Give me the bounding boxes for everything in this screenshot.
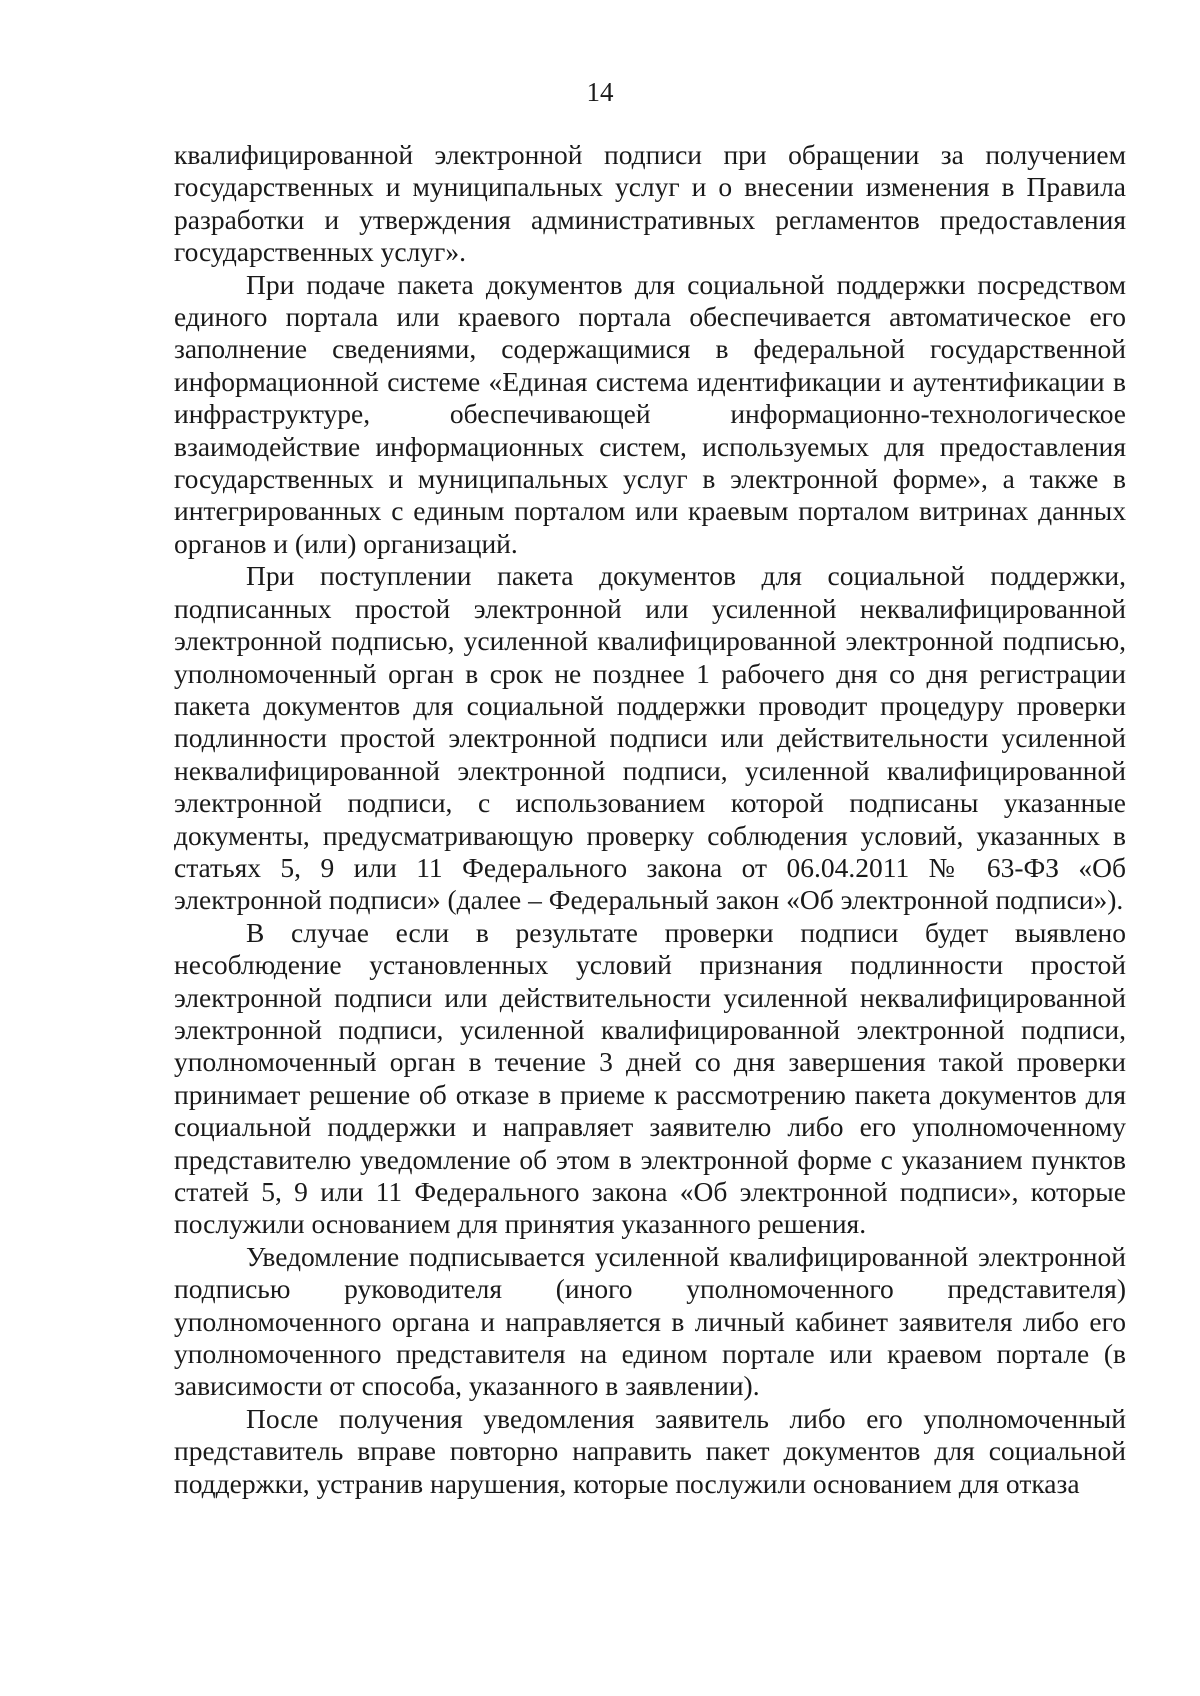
- document-body: [174, 139, 1126, 1500]
- paragraph-notification: Уведомление подписывается усиленной квалифицированной электронной подписью руководителя (иного уполномоченного представителя) уполномоченного органа и направляется в личный кабинет заявителя либо его уполномоченного представителя на едином портале или краевом портале (в зависимости от способа, указанного в заявлении).: [174, 1240, 1126, 1402]
- paragraph-signature-failure: В случае если в результате проверки подписи будет выявлено несоблюдение установленных условий признания подлинности простой электронной подписи или действительности усиленной неквалифицированной электронной подписи, усиленной квалифицированной электронной подписи, уполномоченный орган в течение 3 дней со дня завершения такой проверки принимает решение об отказе в приеме к рассмотрению пакета документов для социальной поддержки и направляет заявителю либо его уполномоченному представителю уведомление об этом в электронной форме с указанием пунктов статей 5, 9 или 11 Федерального закона «Об электронной подписи», которые послужили основанием для принятия указанного решения.: [174, 916, 1126, 1240]
- paragraph-resubmission: После получения уведомления заявитель либо его уполномоченный представитель вправе повторно направить пакет документов для социальной поддержки, устранив нарушения, которые послужили основанием для отказа: [174, 1402, 1126, 1499]
- page-number: 14: [586, 77, 614, 107]
- paragraph-continuation: квалифицированной электронной подписи при обращении за получением государственных и муниципальных услуг и о внесении изменения в Правила разработки и утверждения административных регламентов предоставления государственных услуг».: [174, 139, 1126, 268]
- paragraph-signature-verification: При поступлении пакета документов для социальной поддержки, подписанных простой электронной или усиленной неквалифицированной электронной подписью, усиленной квалифицированной электронной подписью, уполномоченный орган в срок не позднее 1 рабочего дня со дня регистрации пакета документов для социальной поддержки проводит процедуру проверки подлинности простой электронной подписи или действительности усиленной неквалифицированной электронной подписи, усиленной квалифицированной электронной подписи, с использованием которой подписаны указанные документы, предусматривающую проверку соблюдения условий, указанных в статьях 5, 9 или 11 Федерального закона от 06.04.2011 № 63-ФЗ «Об электронной подписи» (далее – Федеральный закон «Об электронной подписи»).: [174, 560, 1126, 916]
- paragraph-portal-autofill: При подаче пакета документов для социальной поддержки посредством единого портала или краевого портала обеспечивается автоматическое его заполнение сведениями, содержащимися в федеральной государственной информационной системе «Единая система идентификации и аутентификации в инфраструктуре, обеспечивающей информационно-технологическое взаимодействие информационных систем, используемых для предоставления государственных и муниципальных услуг в электронной форме», а также в интегрированных с единым порталом или краевым порталом витринах данных органов и (или) организаций.: [174, 268, 1126, 559]
